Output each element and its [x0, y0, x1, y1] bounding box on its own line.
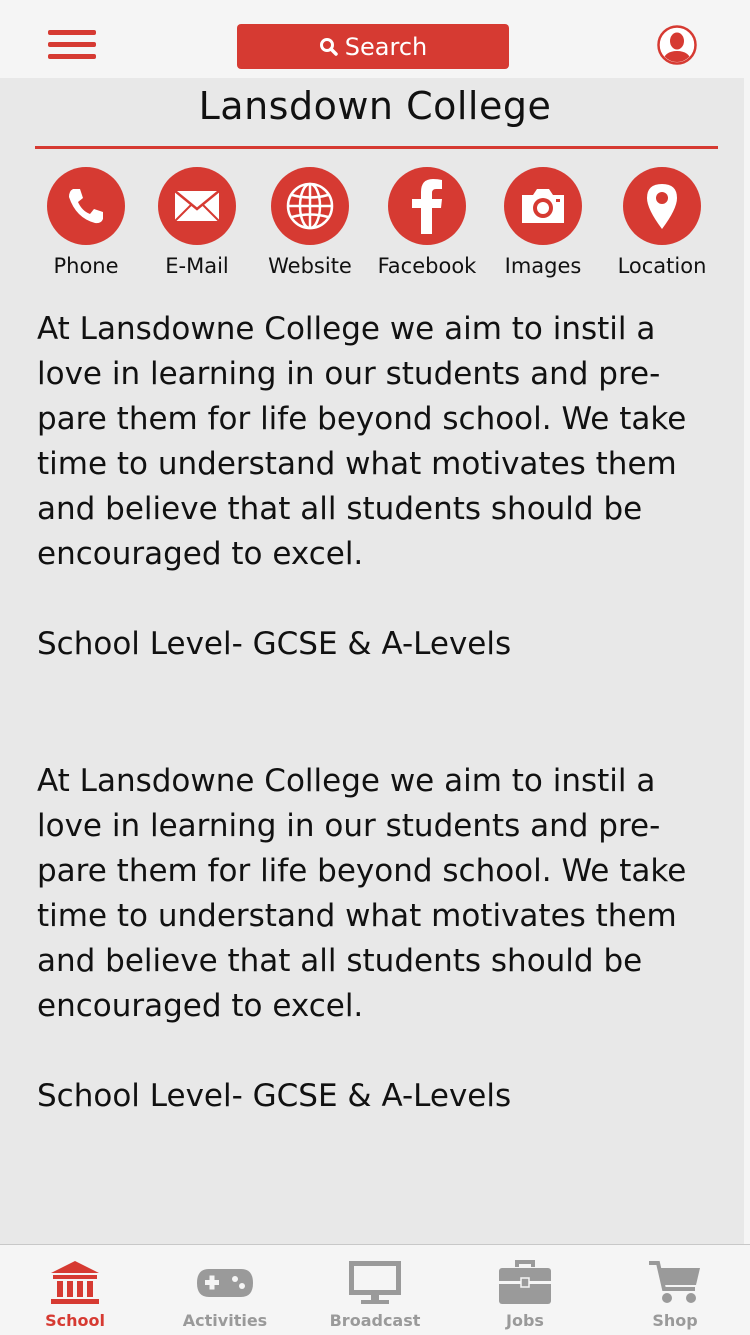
school-level-text: School Level- GCSE & A-Levels [37, 626, 512, 662]
monitor-icon [347, 1259, 403, 1305]
right-edge-divider [744, 78, 750, 1244]
user-icon [657, 25, 697, 65]
location-label: Location [617, 254, 707, 278]
title-divider [35, 146, 718, 149]
map-pin-icon [623, 167, 701, 245]
tab-activities-label: Activities [182, 1311, 268, 1330]
globe-icon [271, 167, 349, 245]
images-label: Images [504, 254, 582, 278]
facebook-label: Facebook [377, 254, 477, 278]
tab-shop-label: Shop [652, 1311, 698, 1330]
description-text: At Lansdowne College we aim to instil a love in learning in our students and pre- pare them for life beyond school. We take time to understand what motivates them and believe that all students should be encouraged to excel. [37, 763, 687, 1024]
school-level-text: School Level- GCSE & A-Levels [37, 1078, 512, 1114]
page-title: Lansdown College [198, 84, 552, 128]
tab-school[interactable] [0, 1245, 150, 1335]
tab-activities[interactable] [150, 1245, 300, 1335]
facebook-icon [388, 167, 466, 245]
location-button[interactable] [607, 167, 717, 278]
tab-jobs[interactable] [450, 1245, 600, 1335]
phone-label: Phone [53, 254, 119, 278]
search-label: Search [344, 32, 428, 61]
tab-jobs-label: Jobs [506, 1311, 544, 1330]
tab-school-label: School [45, 1311, 105, 1330]
tab-broadcast-label: Broadcast [329, 1311, 421, 1330]
bottom-tab-bar [0, 1244, 750, 1335]
tab-broadcast[interactable] [300, 1245, 450, 1335]
images-button[interactable] [488, 167, 598, 278]
email-button[interactable] [142, 167, 252, 278]
profile-button[interactable] [657, 25, 697, 65]
cart-icon [647, 1259, 703, 1305]
tab-shop[interactable] [600, 1245, 750, 1335]
search-button[interactable] [237, 24, 509, 69]
mail-icon [158, 167, 236, 245]
website-label: Website [268, 254, 352, 278]
briefcase-icon [497, 1259, 553, 1305]
search-icon [319, 37, 339, 57]
description-text: At Lansdowne College we aim to instil a love in learning in our students and pre- pare them for life beyond school. We take time to understand what motivates them and believe that all students should be encouraged to excel. [37, 311, 687, 572]
top-bar [0, 0, 750, 78]
website-button[interactable] [255, 167, 365, 278]
hamburger-menu-icon[interactable] [48, 30, 96, 62]
phone-icon [47, 167, 125, 245]
email-label: E-Mail [165, 254, 229, 278]
school-building-icon [49, 1259, 101, 1305]
gamepad-icon [195, 1267, 255, 1313]
facebook-button[interactable] [372, 167, 482, 278]
camera-icon [504, 167, 582, 245]
phone-button[interactable] [31, 167, 141, 278]
